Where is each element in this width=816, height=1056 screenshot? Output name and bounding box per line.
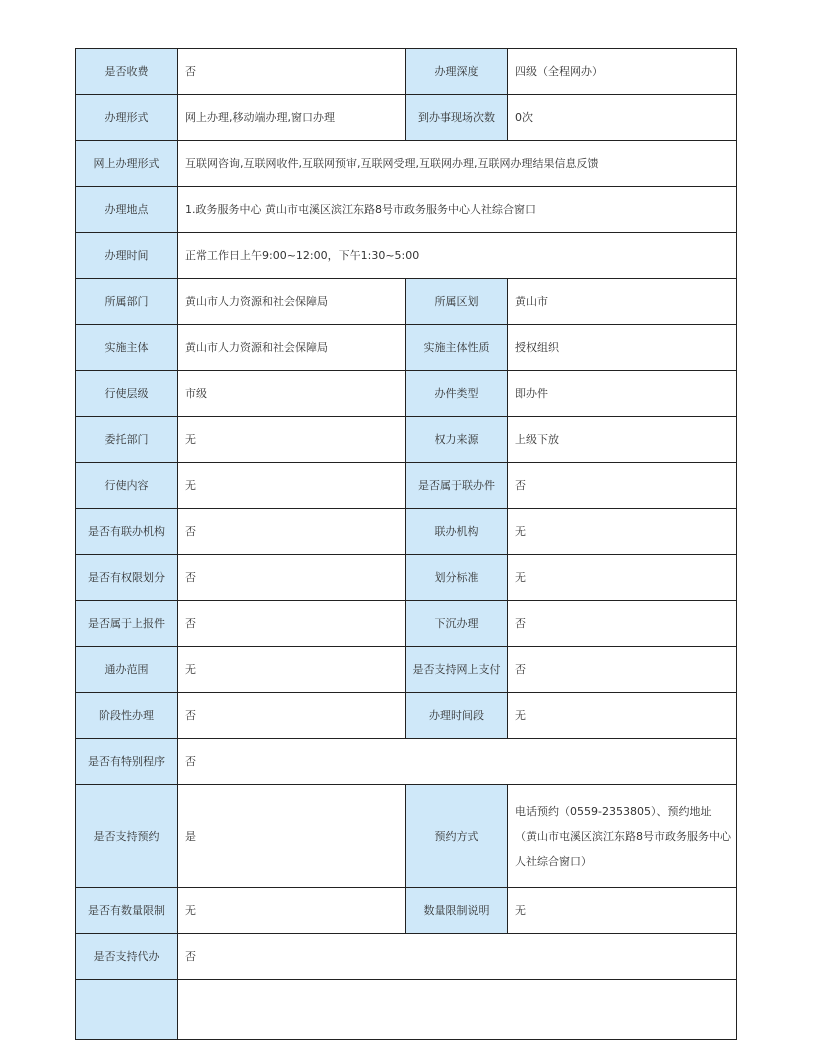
cell-label: 是否有数量限制 — [76, 888, 178, 934]
cell-value: 否 — [178, 509, 406, 555]
cell-value: 无 — [178, 463, 406, 509]
cell-label: 办理时间段 — [406, 693, 508, 739]
table-row-content — [76, 463, 737, 509]
cell-label: 实施主体性质 — [406, 325, 508, 371]
table-row-time — [76, 233, 737, 279]
table-row-location — [76, 187, 737, 233]
cell-value: 否 — [178, 555, 406, 601]
cell-value: 互联网咨询,互联网收件,互联网预审,互联网受理,互联网办理,互联网办理结果信息反馈 — [178, 141, 737, 187]
cell-value: 无 — [508, 693, 737, 739]
cell-value: 无 — [508, 888, 737, 934]
table-row-report — [76, 601, 737, 647]
table-row-stage — [76, 693, 737, 739]
table-row-subject — [76, 325, 737, 371]
cell-value: 黄山市人力资源和社会保障局 — [178, 325, 406, 371]
table-row-quota — [76, 888, 737, 934]
cell-label: 是否支持代办 — [76, 934, 178, 980]
table-row-delegate — [76, 417, 737, 463]
table-row-dept — [76, 279, 737, 325]
cell-label: 到办事现场次数 — [406, 95, 508, 141]
cell-value: 无 — [508, 555, 737, 601]
cell-value: 否 — [178, 601, 406, 647]
cell-label: 通办范围 — [76, 647, 178, 693]
cell-value: 上级下放 — [508, 417, 737, 463]
cell-label: 是否支持网上支付 — [406, 647, 508, 693]
cell-label: 是否支持预约 — [76, 785, 178, 888]
cell-value: 1.政务服务中心 黄山市屯溪区滨江东路8号市政务服务中心人社综合窗口 — [178, 187, 737, 233]
cell-label: 办件类型 — [406, 371, 508, 417]
table-row-scope — [76, 647, 737, 693]
cell-label: 数量限制说明 — [406, 888, 508, 934]
cell-label: 是否属于联办件 — [406, 463, 508, 509]
cell-label: 网上办理形式 — [76, 141, 178, 187]
cell-label: 是否有联办机构 — [76, 509, 178, 555]
cell-value: 正常工作日上午9:00~12:00，下午1:30~5:00 — [178, 233, 737, 279]
cell-label: 是否有特别程序 — [76, 739, 178, 785]
cell-value: 否 — [508, 647, 737, 693]
cell-value: 四级（全程网办） — [508, 49, 737, 95]
cell-value: 市级 — [178, 371, 406, 417]
cell-label: 联办机构 — [406, 509, 508, 555]
cell-label: 划分标准 — [406, 555, 508, 601]
cell-value: 否 — [508, 463, 737, 509]
cell-label: 办理形式 — [76, 95, 178, 141]
table-row-fee — [76, 49, 737, 95]
cell-label: 所属区划 — [406, 279, 508, 325]
cell-label: 行使层级 — [76, 371, 178, 417]
cell-label: 阶段性办理 — [76, 693, 178, 739]
table-row-booking — [76, 785, 737, 888]
cell-value: 无 — [178, 417, 406, 463]
table-row-division — [76, 555, 737, 601]
cell-value-booking-method: 电话预约（0559-2353805）、预约地址（黄山市屯溪区滨江东路8号市政务服务中心人社综合窗口） — [508, 785, 737, 888]
cell-label: 预约方式 — [406, 785, 508, 888]
table-row-form — [76, 95, 737, 141]
table-row-agent — [76, 934, 737, 980]
table-row-special — [76, 739, 737, 785]
cell-label: 所属部门 — [76, 279, 178, 325]
cell-label: 委托部门 — [76, 417, 178, 463]
cell-value: 黄山市 — [508, 279, 737, 325]
info-table — [75, 48, 737, 1040]
table-row-level — [76, 371, 737, 417]
cell-value: 否 — [508, 601, 737, 647]
cell-value: 无 — [178, 888, 406, 934]
cell-value: 否 — [178, 693, 406, 739]
table-row-joint-org — [76, 509, 737, 555]
cell-value: 无 — [508, 509, 737, 555]
cell-value: 黄山市人力资源和社会保障局 — [178, 279, 406, 325]
cell-value-empty — [178, 980, 737, 1040]
cell-value: 是 — [178, 785, 406, 888]
cell-value: 无 — [178, 647, 406, 693]
info-table-container — [75, 48, 736, 1040]
cell-label: 是否属于上报件 — [76, 601, 178, 647]
cell-label: 实施主体 — [76, 325, 178, 371]
cell-label: 办理深度 — [406, 49, 508, 95]
cell-label: 是否有权限划分 — [76, 555, 178, 601]
cell-value: 0次 — [508, 95, 737, 141]
cell-value: 网上办理,移动端办理,窗口办理 — [178, 95, 406, 141]
cell-value: 否 — [178, 934, 737, 980]
cell-label: 下沉办理 — [406, 601, 508, 647]
cell-label: 办理地点 — [76, 187, 178, 233]
cell-value: 即办件 — [508, 371, 737, 417]
cell-label: 行使内容 — [76, 463, 178, 509]
cell-value: 否 — [178, 49, 406, 95]
cell-value: 授权组织 — [508, 325, 737, 371]
cell-value: 否 — [178, 739, 737, 785]
cell-label: 办理时间 — [76, 233, 178, 279]
cell-label: 是否收费 — [76, 49, 178, 95]
cell-label-empty — [76, 980, 178, 1040]
table-row-online-form — [76, 141, 737, 187]
table-row-empty — [76, 980, 737, 1040]
cell-label: 权力来源 — [406, 417, 508, 463]
